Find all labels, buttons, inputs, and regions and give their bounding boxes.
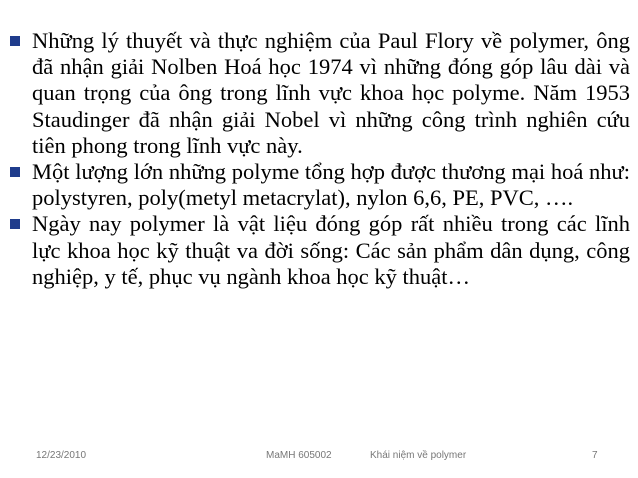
bullet-text: Ngày nay polymer là vật liệu đóng góp rất nhiều trong các lĩnh lực khoa học kỹ thuật va đời sống: Các sản phẩm dân dụng, công nghiệp, y tế, phục vụ ngành khoa học kỹ thuật… bbox=[32, 211, 630, 289]
footer-course-code: MaMH 605002 bbox=[266, 450, 332, 461]
bullet-list bbox=[8, 28, 630, 290]
square-bullet-icon bbox=[10, 36, 20, 46]
bullet-item bbox=[8, 28, 630, 159]
footer-title: Khái niệm về polymer bbox=[370, 450, 467, 461]
footer-date: 12/23/2010 bbox=[36, 450, 87, 461]
square-bullet-icon bbox=[10, 219, 20, 229]
slide-footer bbox=[0, 450, 638, 466]
square-bullet-icon bbox=[10, 167, 20, 177]
bullet-item bbox=[8, 211, 630, 290]
footer-page-number: 7 bbox=[592, 450, 598, 461]
bullet-text: Một lượng lớn những polyme tổng hợp được thương mại hoá như: polystyren, poly(metyl metacrylat), nylon 6,6, PE, PVC, …. bbox=[32, 159, 630, 211]
bullet-text: Những lý thuyết và thực nghiệm của Paul Flory về polymer, ông đã nhận giải Nolben Hoá học 1974 vì những đóng góp lâu dài và quan trọng của ông trong lĩnh vực khoa học polyme. Năm 1953 Staudinger đã nhận giải Nobel vì những công trình nghiên cứu tiên phong trong lĩnh vực này. bbox=[32, 28, 630, 158]
bullet-item bbox=[8, 159, 630, 211]
